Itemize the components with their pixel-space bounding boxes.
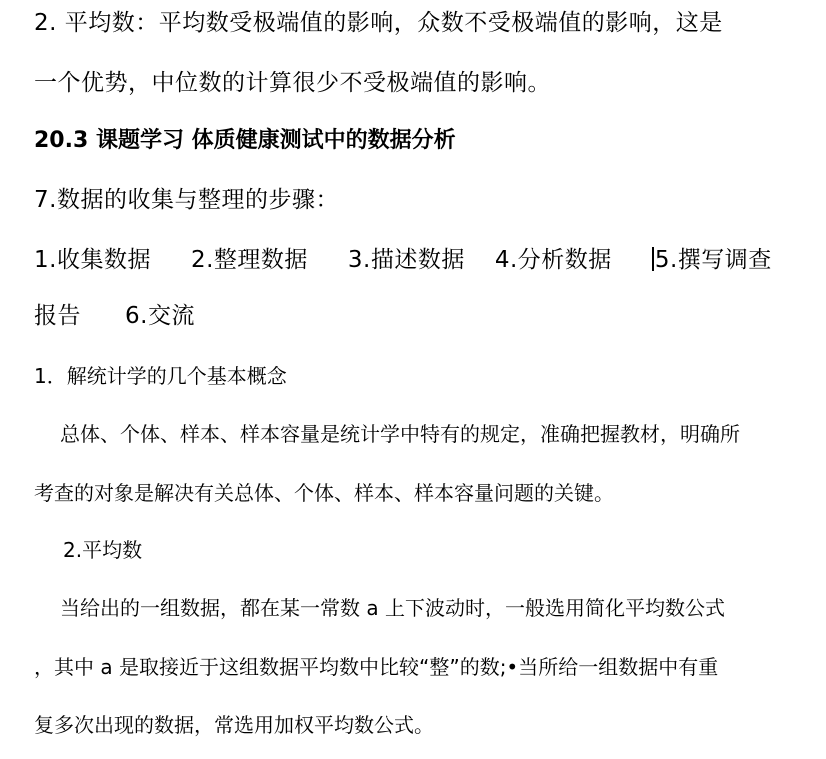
paragraph-mean-line-1: 2. 平均数：平均数受极端值的影响，众数不受极端值的影响，这是 [34, 10, 723, 36]
paragraph-mean-line-2: 一个优势，中位数的计算很少不受极端值的影响。 [34, 70, 551, 96]
step-collect: 1.收集数据 [34, 247, 151, 273]
mean-paragraph-line-3: 复多次出现的数据，常选用加权平均数公式。 [34, 713, 434, 737]
step-organize: 2.整理数据 [190, 247, 308, 273]
steps-list-continued [34, 305, 195, 328]
concepts-heading: 1．解统计学的几个基本概念 [34, 364, 287, 388]
step-analyze: 4.分析数据 [494, 247, 612, 273]
mean-heading: 2.平均数 [63, 538, 143, 562]
step-write-report: 5.撰写调查 [654, 247, 772, 273]
steps-list [34, 247, 772, 272]
steps-title: 7.数据的收集与整理的步骤： [34, 187, 339, 213]
step-communicate: 6.交流 [125, 303, 195, 329]
concepts-paragraph-line-1: 总体、个体、样本、样本容量是统计学中特有的规定，准确把握教材，明确所 [60, 422, 740, 446]
text-cursor [652, 247, 654, 271]
mean-paragraph-line-1: 当给出的一组数据，都在某一常数 a 上下波动时，一般选用简化平均数公式 [60, 596, 725, 620]
mean-paragraph-line-2: ，其中 a 是取接近于这组数据平均数中比较“整”的数;•当所给一组数据中有重 [34, 655, 719, 679]
concepts-paragraph-line-2: 考查的对象是解决有关总体、个体、样本、样本容量问题的关键。 [34, 481, 614, 505]
section-heading: 20.3 课题学习 体质健康测试中的数据分析 [34, 128, 456, 153]
step-write-report-cont: 报告 [34, 303, 81, 329]
step-describe: 3.描述数据 [347, 247, 465, 273]
